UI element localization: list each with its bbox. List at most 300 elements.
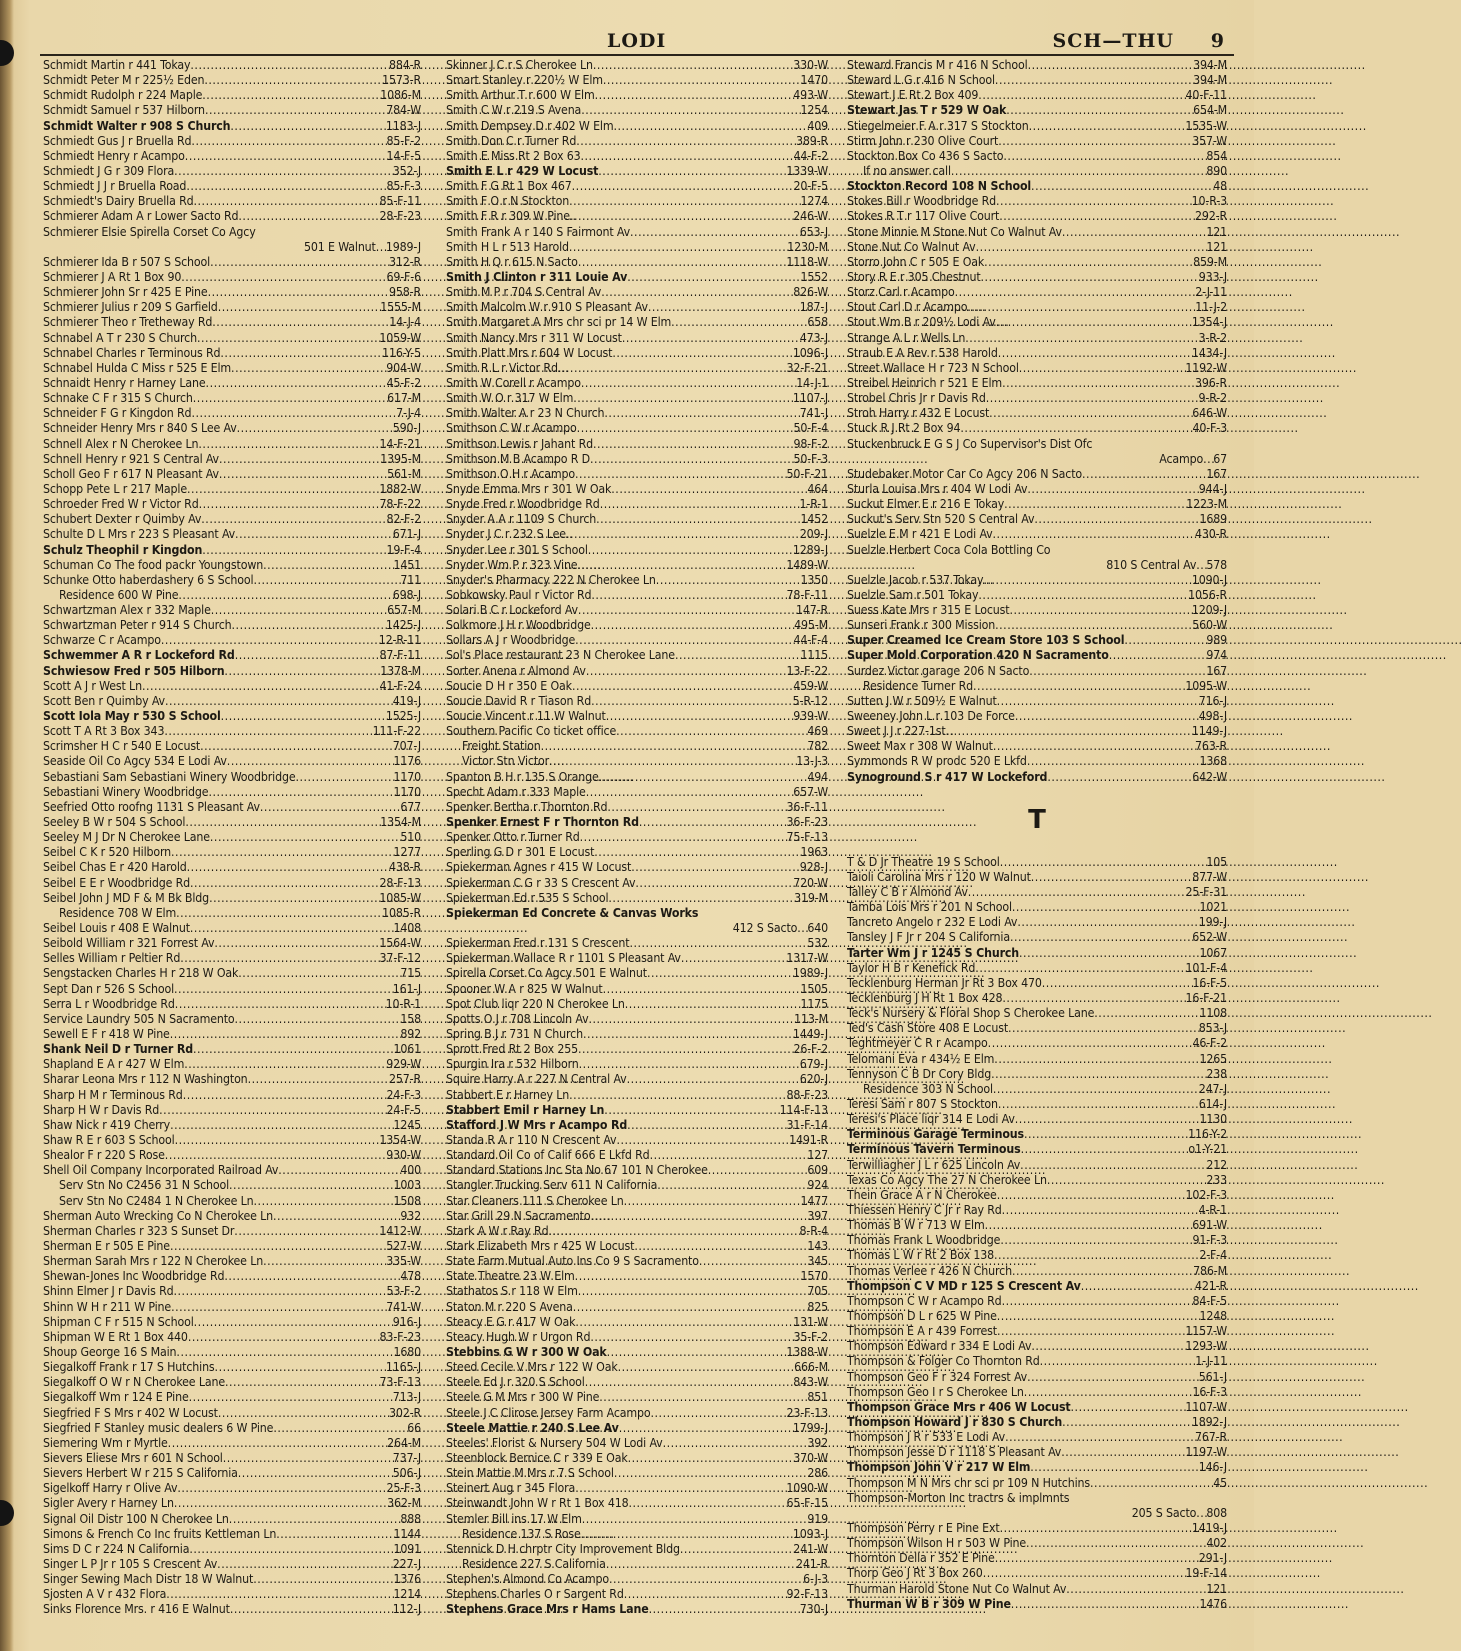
entry-name: Schmidt Walter r 908 S Church [43, 118, 231, 133]
directory-entry [446, 194, 828, 209]
directory-entry [446, 603, 828, 618]
leader-dots [204, 73, 382, 88]
entry-name: Smith Platt Mrs r 604 W Locust [446, 345, 613, 360]
directory-entry [446, 997, 828, 1012]
entry-name: Sebastiani Winery Woodbridge [43, 784, 209, 799]
entry-name: Schwarze C r Acampo [43, 633, 161, 648]
leader-dots [276, 1527, 393, 1542]
leader-dots [1002, 991, 1185, 1006]
entry-phone: 44-F-2 [793, 148, 828, 163]
entry-name: Schuman Co The food packr Youngstown [43, 557, 264, 572]
directory-entry [847, 1173, 1227, 1188]
directory-entry [43, 1557, 421, 1572]
directory-entry [43, 1512, 421, 1527]
leader-dots [1047, 1173, 1207, 1188]
entry-name: Sherman Charles r 323 S Sunset Dr [43, 1223, 235, 1238]
entry-name: Smith Margaret A Mrs chr sci pr 14 W Elm [446, 315, 672, 330]
directory-entry [43, 1148, 421, 1163]
directory-entry [43, 1042, 421, 1057]
entry-phone: 1564-W [379, 936, 421, 951]
entry-phone: 1376 [393, 1572, 421, 1587]
entry-name: Terwilliagher J L r 625 Lincoln Av [847, 1157, 1021, 1172]
entry-name: Thompson Jesse D r 1118 S Pleasant Av [847, 1445, 1062, 1460]
directory-entry [446, 1088, 828, 1103]
entry-phone: 116-Y-2 [1188, 1127, 1227, 1142]
entry-name: Thompson J R r 533 E Lodi Av [847, 1430, 1006, 1445]
entry-phone: 14-F-5 [386, 148, 421, 163]
leader-dots [604, 406, 799, 421]
entry-phone: 652-W [1192, 930, 1227, 945]
leader-dots [951, 164, 1206, 179]
leader-dots [586, 785, 793, 800]
entry-name: Serv Stn No C2456 31 N School [59, 1178, 230, 1193]
entry-phone: 1573-R [382, 73, 421, 88]
directory-entry [847, 73, 1227, 88]
entry-name: Smart Stanley r 220½ W Elm [446, 73, 603, 88]
leader-dots [573, 1300, 808, 1315]
leader-dots [625, 997, 801, 1012]
directory-column-1 [43, 58, 421, 1617]
leader-dots [170, 1118, 393, 1133]
directory-entry [847, 421, 1227, 436]
leader-dots [680, 1542, 793, 1557]
entry-phone: 884-R [388, 58, 421, 72]
entry-phone: 1293-W [1185, 1339, 1227, 1354]
directory-entry [446, 694, 828, 709]
entry-phone: 409 [807, 118, 828, 133]
entry-name: Shell Oil Company Incorporated Railroad Av [43, 1163, 279, 1178]
directory-entry [847, 976, 1227, 991]
entry-phone: 933-J [1198, 269, 1227, 284]
entry-name: Terminous Tavern Terminous [847, 1142, 1021, 1157]
entry-name: Strange A L r Wells Ln [847, 330, 966, 345]
directory-entry [43, 1451, 421, 1466]
leader-dots [607, 800, 786, 815]
entry-phone: 24-F-5 [386, 1102, 421, 1117]
leader-dots [955, 285, 1196, 300]
entry-name: Spiekerman Ed r 535 S School [446, 890, 609, 905]
entry-phone: 20-F-5 [793, 179, 828, 194]
entry-phone: 400 [400, 1163, 421, 1178]
entry-name: Thompson C V MD r 125 S Crescent Av [847, 1278, 1081, 1293]
entry-phone: 2-F-4 [1199, 1248, 1227, 1263]
directory-entry [43, 1239, 421, 1254]
entry-name: Stafford J W Mrs r Acampo Rd [446, 1117, 628, 1132]
directory-entry [847, 1127, 1227, 1142]
directory-entry [43, 633, 421, 648]
directory-entry [446, 1178, 828, 1193]
entry-name: Tecklenburg Herman Jr Rt 3 Box 470 [847, 975, 1042, 990]
leader-dots [581, 376, 796, 391]
entry-name: Smithson Lewis r Jahant Rd [446, 436, 593, 451]
entry-name: Siegfried F Stanley music dealers 6 W Pine [43, 1420, 274, 1435]
entry-name: Smith M P r 704 S Central Av [446, 285, 602, 300]
entry-name: Smith F G Rt 1 Box 467 [446, 179, 572, 194]
entry-name: T & D Jr Theatre 19 S School [847, 854, 1000, 869]
directory-entry [847, 1460, 1227, 1475]
leader-dots [594, 845, 800, 860]
entry-name: Suelzle E M r 421 E Lodi Av [847, 527, 993, 542]
entry-phone: 396-R [1194, 375, 1227, 390]
entry-phone: 932 [400, 1208, 421, 1223]
entry-name: Shaw R E r 603 S School [43, 1132, 175, 1147]
directory-entry [847, 1203, 1227, 1218]
directory-entry [847, 1521, 1227, 1536]
entry-name: Stangler Trucking Serv 611 N California [446, 1178, 658, 1193]
entry-name: Schulz Theophil r Kingdon [43, 542, 203, 557]
entry-name: Stokes Bill r Woodbridge Rd [847, 194, 997, 209]
directory-entry [446, 830, 828, 845]
leader-dots [1081, 1279, 1195, 1294]
entry-name: Seibel C K r 520 Hilborn [43, 845, 172, 860]
entry-name: Scott T A Rt 3 Box 343 [43, 724, 165, 739]
directory-entry [43, 830, 421, 845]
entry-name: Star Grill 29 N Sacramento [446, 1208, 591, 1223]
entry-name: Sigler Avery r Harney Ln [43, 1496, 174, 1511]
entry-name: Stokes R T r 117 Olive Court [847, 209, 1000, 224]
entry-phone: 1525-J [385, 709, 421, 724]
entry-name: Teresi Sam r 807 S Stockton [847, 1097, 998, 1111]
leader-dots [174, 164, 393, 179]
entry-name: Soucie David R r Tiason Rd [446, 693, 592, 708]
entry-name: Smith Arthur T r 600 W Elm [446, 88, 595, 103]
directory-entry [43, 694, 421, 709]
entry-phone: 1408 [393, 921, 421, 936]
entry-name: Thompson Grace Mrs r 406 W Locust [847, 1399, 1071, 1414]
directory-entry [446, 1027, 828, 1042]
entry-name: Spiekerman Agnes r 415 W Locust [446, 860, 632, 875]
entry-phone: 101-F-4 [1185, 960, 1227, 975]
leader-dots [178, 588, 392, 603]
entry-phone: 1214 [393, 1587, 421, 1602]
leader-dots [260, 800, 400, 815]
entry-name: Steele G M Mrs r 300 W Pine [446, 1390, 600, 1405]
directory-entry [43, 1209, 421, 1224]
directory-entry [446, 1375, 828, 1390]
directory-entry [43, 1375, 421, 1390]
entry-name: Super Mold Corporation 420 N Sacramento [847, 648, 1109, 663]
directory-entry [43, 815, 421, 830]
entry-phone: 23-F-13 [786, 1405, 828, 1420]
entry-name: Scott Iola May r 530 S School [43, 709, 221, 724]
entry-name: Stewart J E Rt 2 Box 409 [847, 88, 979, 103]
entry-phone: 24-F-3 [386, 1087, 421, 1102]
entry-phone: 12-R-11 [378, 633, 421, 648]
leader-dots [984, 255, 1193, 270]
leader-dots [976, 240, 1207, 255]
directory-entry [43, 270, 421, 285]
entry-phone: 1157-W [1185, 1324, 1227, 1339]
directory-entry [43, 1421, 421, 1436]
entry-phone: 1107-W [1185, 1399, 1227, 1414]
entry-phone: 478 [400, 1269, 421, 1284]
entry-name: Tennyson C B Dr Cory Bldg [847, 1066, 992, 1081]
entry-name: Smith E Miss Rt 2 Box 63 [446, 148, 581, 163]
entry-name: Schopp Pete L r 217 Maple [43, 481, 187, 496]
entry-phone: 1378-M [380, 663, 421, 678]
leader-dots [224, 1269, 400, 1284]
directory-entry [43, 209, 421, 224]
entry-phone: 4-R-1 [1198, 1202, 1227, 1217]
entry-phone: 85-F-11 [379, 194, 421, 209]
entry-phone: 1508 [393, 1193, 421, 1208]
entry-phone: 292-R [1194, 209, 1227, 224]
entry-name: Shank Neil D r Turner Rd [43, 1042, 193, 1057]
entry-name: Sims D C r 224 N California [43, 1541, 190, 1556]
directory-entry [847, 437, 1227, 452]
leader-dots [628, 1496, 786, 1511]
directory-entry [43, 664, 421, 679]
leader-dots [575, 1269, 801, 1284]
directory-entry [847, 1067, 1227, 1082]
directory-entry [446, 558, 828, 573]
leader-dots [208, 785, 393, 800]
entry-name: Terminous Garage Terminous [847, 1127, 1024, 1142]
entry-phone: 1535-W [1185, 118, 1227, 133]
entry-name: Smith H Q r 615 N Sacto [446, 254, 578, 269]
leader-dots [627, 1072, 800, 1087]
directory-entry [446, 1527, 828, 1542]
directory-entry [43, 1527, 421, 1542]
leader-dots [569, 240, 787, 255]
directory-entry [446, 240, 828, 255]
entry-phone: 1176 [393, 754, 421, 769]
entry-phone: 825 [807, 1299, 828, 1314]
leader-dots [253, 1572, 393, 1587]
leader-dots [180, 951, 379, 966]
leader-dots [190, 921, 394, 936]
entry-phone: 257-R [388, 1072, 421, 1087]
leader-dots [994, 1052, 1199, 1067]
entry-phone: 958-R [388, 285, 421, 300]
leader-dots [993, 1082, 1199, 1097]
leader-dots [996, 315, 1192, 330]
entry-phone: 19-F-4 [386, 542, 421, 557]
entry-name: Residence 227 S California [462, 1556, 606, 1571]
directory-entry [43, 285, 421, 300]
entry-phone: 763-R [1194, 739, 1227, 754]
leader-dots [199, 497, 380, 512]
entry-phone: 560-W [1192, 618, 1227, 633]
entry-name: Residence 303 N School [863, 1081, 993, 1096]
directory-entry [847, 134, 1227, 149]
entry-phone: 264-M [387, 1435, 421, 1450]
entry-phone: 212 [1206, 1157, 1227, 1172]
entry-phone: 28-F-13 [379, 875, 421, 890]
leader-dots [1015, 709, 1199, 724]
directory-entry [446, 573, 828, 588]
entry-phone: 1085-W [379, 890, 421, 905]
leader-dots [227, 754, 394, 769]
directory-entry [43, 1269, 421, 1284]
entry-phone: 11-J-2 [1195, 300, 1227, 315]
entry-phone: 41-F-24 [379, 678, 421, 693]
entry-phone: 16-F-3 [1192, 1384, 1227, 1399]
directory-entry [446, 1542, 828, 1557]
entry-phone: 494 [807, 769, 828, 784]
leader-dots [174, 1284, 387, 1299]
directory-entry [446, 361, 828, 376]
entry-name: Schmiedt Gus J r Bruella Rd [43, 133, 192, 148]
entry-phone: 1476 [1199, 1596, 1227, 1611]
leader-dots [200, 739, 393, 754]
entry-phone: 102-F-3 [1185, 1187, 1227, 1202]
directory-entry [43, 558, 421, 573]
directory-entry [446, 497, 828, 512]
directory-entry [446, 225, 828, 240]
directory-entry [43, 346, 421, 361]
entry-phone: 1223-M [1186, 497, 1227, 512]
entry-phone: 767-R [1194, 1430, 1227, 1445]
directory-entry [847, 285, 1227, 300]
leader-dots [181, 270, 386, 285]
directory-entry [847, 512, 1227, 527]
directory-entry [43, 845, 421, 860]
entry-phone: 498-J [1198, 709, 1227, 724]
leader-dots [650, 1148, 808, 1163]
entry-name: Sharar Leona Mrs r 112 N Washington [43, 1072, 248, 1087]
entry-phone: 352-J [392, 163, 421, 178]
entry-phone: 654-M [1193, 103, 1227, 118]
leader-dots [649, 1602, 800, 1617]
leader-dots [254, 1194, 394, 1209]
entry-name: Soucie D H r 350 E Oak [446, 678, 572, 693]
leader-dots [1047, 770, 1192, 785]
leader-dots [235, 648, 380, 663]
leader-dots [1026, 1536, 1206, 1551]
leader-dots [671, 315, 807, 330]
entry-phone: 741-W [386, 1299, 421, 1314]
entry-name: Spring B J r 731 N Church [446, 1027, 583, 1041]
leader-dots [581, 103, 800, 118]
entry-phone: 50-F-4 [793, 421, 828, 436]
leader-dots [558, 361, 787, 376]
directory-entry [847, 1052, 1227, 1067]
entry-name: Schmiedt Henry r Acampo [43, 148, 185, 163]
entry-name: Schroeder Fred W r Victor Rd [43, 497, 199, 512]
directory-entry [847, 527, 1227, 542]
entry-phone: 6-J-3 [803, 1572, 828, 1587]
entry-name: Schnake C F r 315 S Church [43, 391, 193, 406]
directory-entry [446, 709, 828, 724]
leader-dots [994, 1248, 1199, 1263]
entry-name: Schneider F G r Kingdon Rd [43, 406, 192, 421]
directory-entry [446, 951, 828, 966]
leader-dots [581, 149, 794, 164]
directory-entry [847, 1324, 1227, 1339]
directory-entry [43, 255, 421, 270]
entry-phone: 158 [400, 1011, 421, 1026]
entry-phone: 82-F-2 [386, 512, 421, 527]
entry-name: Residence 708 W Elm [59, 905, 177, 920]
leader-dots [593, 58, 793, 73]
leader-dots [639, 815, 787, 830]
entry-phone: 737-J [392, 1450, 421, 1465]
leader-dots [578, 255, 787, 270]
entry-name: Smith F R r 309 W Pine [446, 209, 570, 224]
directory-entry [847, 225, 1227, 240]
entry-name: Thompson John V r 217 W Elm [847, 1460, 1031, 1475]
entry-name: Thompson Howard J r 830 S Church [847, 1414, 1063, 1429]
entry-name: Scholl Geo F r 617 N Pleasant Av [43, 466, 219, 481]
entry-phone: 73-F-13 [379, 1375, 421, 1390]
directory-entry [43, 164, 421, 179]
leader-dots [1017, 915, 1198, 930]
directory-entry [446, 300, 828, 315]
entry-name: Stockton Box Co 436 S Sacto [847, 148, 1004, 163]
directory-entry [43, 648, 421, 663]
directory-entry [43, 512, 421, 527]
entry-name: Signal Oil Distr 100 N Cherokee Ln [43, 1511, 229, 1526]
entry-name: Smith Nancy Mrs r 311 W Locust [446, 330, 622, 345]
directory-entry [446, 724, 828, 739]
entry-phone: 246-W [793, 209, 828, 224]
entry-phone: 31-F-14 [786, 1117, 828, 1132]
entry-phone: 3-R-2 [1198, 330, 1227, 345]
entry-phone: 5-R-12 [792, 693, 828, 708]
leader-dots [991, 1067, 1206, 1082]
leader-dots [1015, 1112, 1200, 1127]
leader-dots [1009, 603, 1191, 618]
entry-phone: 658 [807, 315, 828, 330]
directory-entry [847, 603, 1227, 618]
entry-phone: 35-F-2 [793, 1329, 828, 1344]
entry-phone: 241-R [795, 1556, 828, 1571]
entry-name: Sweet J J r 227-1st [847, 724, 946, 739]
entry-phone: 1989-J [792, 966, 828, 981]
entry-phone: 671-J [392, 527, 421, 542]
directory-entry [847, 315, 1227, 330]
leader-dots [656, 573, 801, 588]
entry-name: Schmierer Elsie Spirella Corset Co Agcy [43, 224, 256, 239]
directory-entry [446, 1512, 828, 1527]
leader-dots [590, 452, 793, 467]
entry-name: Smith J Clinton r 311 Louie Av [446, 269, 628, 284]
leader-dots [230, 119, 385, 134]
leader-dots [1034, 512, 1199, 527]
entry-name: Suess Kate Mrs r 315 E Locust [847, 603, 1010, 618]
leader-dots [614, 1466, 808, 1481]
entry-phone: 561-M [387, 466, 421, 481]
directory-entry [43, 437, 421, 452]
directory-entry [43, 1466, 421, 1481]
leader-dots [566, 527, 800, 542]
leader-dots [175, 997, 386, 1012]
entry-phone: 9-R-2 [1198, 391, 1227, 406]
entry-name: Stephen's Almond Co Acampo [446, 1572, 609, 1587]
leader-dots [1002, 1203, 1199, 1218]
leader-dots [191, 406, 396, 421]
entry-phone: 8-R-4 [799, 1223, 828, 1238]
entry-name: Simons & French Co Inc fruits Kettleman Ln [43, 1526, 277, 1541]
entry-phone: 590-J [392, 421, 421, 436]
directory-entry [446, 1436, 828, 1451]
entry-phone: 707-J [392, 739, 421, 754]
entry-phone: 167 [1206, 663, 1227, 678]
directory-entry [446, 906, 828, 921]
directory-entry [446, 149, 828, 164]
entry-name: Southern Pacific Co ticket office [446, 724, 617, 739]
entry-phone: 48 [1213, 179, 1227, 194]
directory-entry [43, 1103, 421, 1118]
directory-entry [43, 679, 421, 694]
entry-name: Schmidt Peter M r 225½ Eden [43, 73, 205, 88]
directory-entry [847, 991, 1227, 1006]
entry-phone: 1680 [393, 1344, 421, 1359]
entry-name: Symmonds R W prodc 520 E Lkfd [847, 754, 1027, 769]
leader-dots [968, 885, 1186, 900]
directory-entry [446, 421, 828, 436]
